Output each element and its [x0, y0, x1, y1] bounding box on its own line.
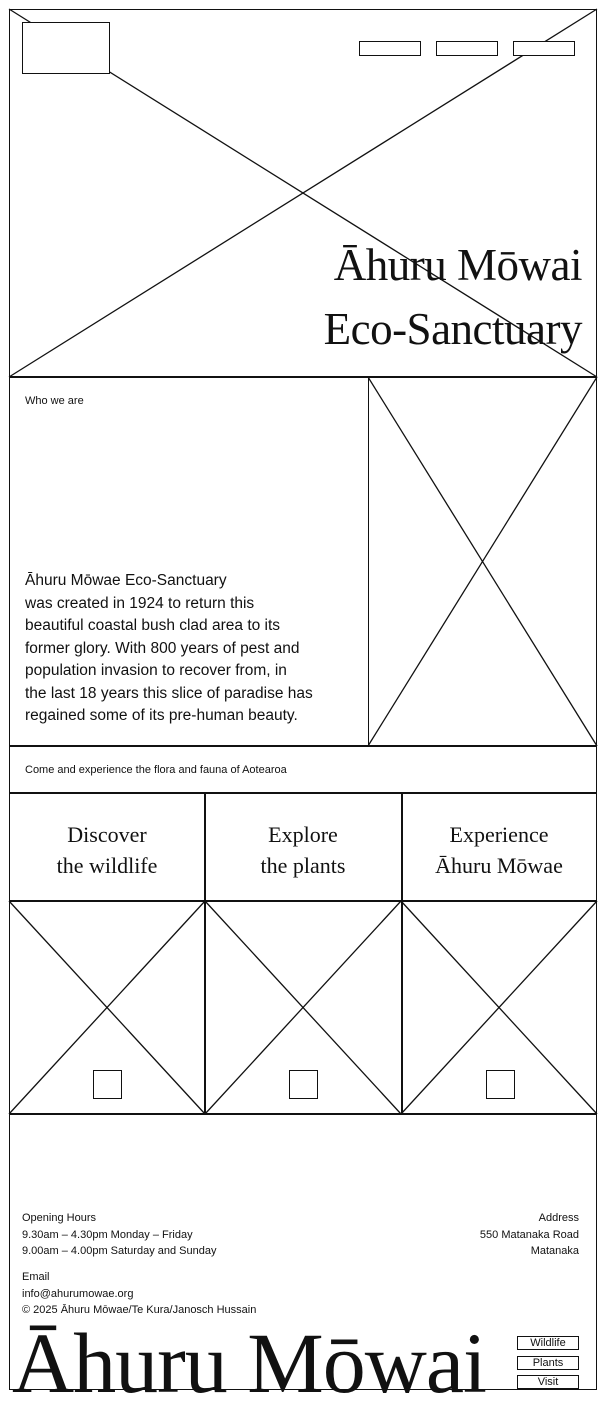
- tile-label-line: Explore: [268, 822, 338, 847]
- tile-label-line: the plants: [260, 853, 346, 878]
- opening-hours: [22, 1210, 216, 1260]
- intro-strip-text: Come and experience the flora and fauna of Aotearoa: [25, 764, 287, 776]
- divider: [9, 745, 597, 747]
- divider: [9, 1113, 597, 1115]
- divider: [9, 792, 597, 794]
- address-block: [480, 1210, 579, 1260]
- copyright: © 2025 Āhuru Mōwae/Te Kura/Janosch Hussain: [22, 1304, 257, 1316]
- opening-hours-heading: Opening Hours: [22, 1212, 96, 1224]
- tile-experience-label[interactable]: [401, 819, 597, 881]
- about-line: former glory. With 800 years of pest and: [25, 639, 300, 657]
- tile-plants-label[interactable]: [205, 819, 401, 881]
- nav-item-1[interactable]: [359, 41, 421, 56]
- hero-title: [324, 236, 582, 358]
- tile-plants-arrow-button[interactable]: [289, 1070, 318, 1099]
- address-heading: Address: [538, 1212, 579, 1224]
- address-line: 550 Matanaka Road: [479, 1228, 579, 1241]
- about-eyebrow: Who we are: [25, 395, 84, 407]
- tile-label-line: the wildlife: [56, 853, 158, 878]
- tile-experience-arrow-button[interactable]: [486, 1070, 515, 1099]
- address-line: Matanaka: [530, 1245, 579, 1257]
- opening-hours-weekday: 9.30am – 4.30pm Monday – Friday: [22, 1228, 193, 1241]
- footer-nav-wildlife[interactable]: Wildlife: [517, 1336, 579, 1350]
- logo-placeholder[interactable]: [22, 22, 110, 74]
- opening-hours-weekend: 9.00am – 4.00pm Saturday and Sunday: [22, 1245, 217, 1257]
- about-line: beautiful coastal bush clad area to its: [25, 617, 281, 634]
- about-line: Āhuru Mōwae Eco-Sanctuary: [25, 572, 227, 589]
- email-block: [22, 1269, 256, 1319]
- tile-label-line: Experience: [449, 822, 549, 847]
- about-image-placeholder: [368, 377, 597, 746]
- about-line: the last 18 years this slice of paradise has: [25, 684, 313, 702]
- hero-title-line2: Eco-Sanctuary: [323, 304, 582, 354]
- nav-item-3[interactable]: [513, 41, 575, 56]
- footer-nav-plants[interactable]: Plants: [517, 1356, 579, 1370]
- footer-nav-visit[interactable]: Visit: [517, 1375, 579, 1389]
- tile-label-line: Discover: [67, 822, 147, 847]
- about-line: regained some of its pre-human beauty.: [25, 707, 298, 724]
- email-heading: Email: [22, 1271, 50, 1283]
- footer-wordmark: Āhuru Mōwai: [12, 1315, 486, 1411]
- nav-item-2[interactable]: [436, 41, 498, 56]
- tile-wildlife-arrow-button[interactable]: [93, 1070, 122, 1099]
- hero-title-line1: Āhuru Mōwai: [333, 240, 582, 290]
- about-line: was created in 1924 to return this: [25, 594, 255, 612]
- about-paragraph: [25, 570, 365, 728]
- tile-label-line: Āhuru Mōwae: [435, 853, 563, 878]
- email-link[interactable]: info@ahurumowae.org: [22, 1287, 134, 1300]
- about-line: population invasion to recover from, in: [25, 662, 287, 679]
- tile-wildlife-label[interactable]: [9, 819, 205, 881]
